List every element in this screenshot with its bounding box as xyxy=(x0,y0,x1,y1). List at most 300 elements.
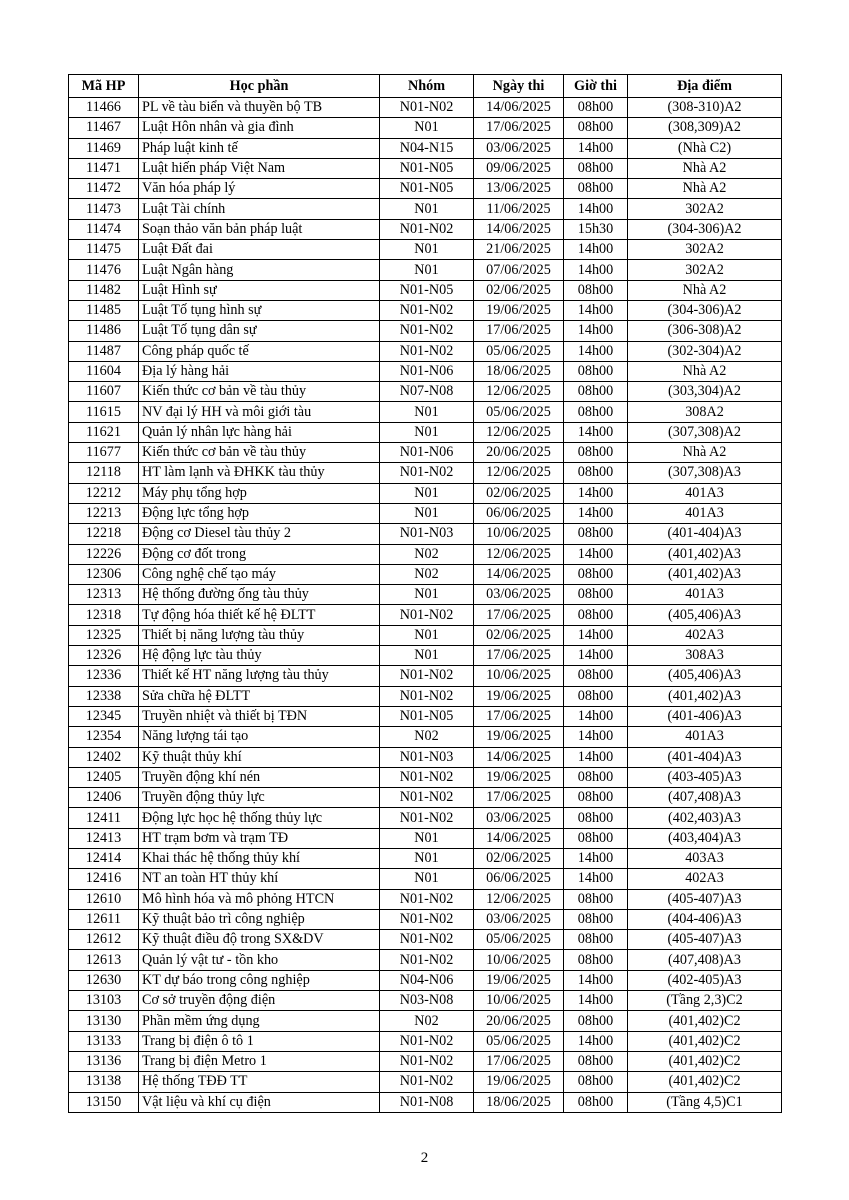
cell-dia-diem: (304-306)A2 xyxy=(628,219,782,239)
cell-ma-hp: 11615 xyxy=(69,402,139,422)
cell-ma-hp: 13150 xyxy=(69,1092,139,1112)
cell-ma-hp: 12212 xyxy=(69,483,139,503)
cell-nhom: N01 xyxy=(380,625,474,645)
cell-nhom: N01 xyxy=(380,402,474,422)
cell-dia-diem: (308-310)A2 xyxy=(628,98,782,118)
cell-nhom: N01-N02 xyxy=(380,788,474,808)
cell-hoc-phan: Hệ thống TĐĐ TT xyxy=(139,1072,380,1092)
cell-nhom: N01-N03 xyxy=(380,747,474,767)
cell-nhom: N01-N02 xyxy=(380,98,474,118)
cell-ma-hp: 13133 xyxy=(69,1031,139,1051)
cell-ngay-thi: 06/06/2025 xyxy=(474,869,564,889)
cell-nhom: N01 xyxy=(380,483,474,503)
cell-nhom: N01 xyxy=(380,828,474,848)
table-row xyxy=(69,828,782,848)
table-row xyxy=(69,1092,782,1112)
cell-nhom: N01-N02 xyxy=(380,605,474,625)
cell-dia-diem: (403,404)A3 xyxy=(628,828,782,848)
cell-dia-diem: Nhà A2 xyxy=(628,179,782,199)
table-row xyxy=(69,585,782,605)
cell-hoc-phan: Mô hình hóa và mô phỏng HTCN xyxy=(139,889,380,909)
cell-ma-hp: 11607 xyxy=(69,382,139,402)
cell-gio-thi: 08h00 xyxy=(564,808,628,828)
table-row xyxy=(69,686,782,706)
cell-hoc-phan: Phần mềm ứng dụng xyxy=(139,1011,380,1031)
cell-dia-diem: (Nhà C2) xyxy=(628,138,782,158)
cell-ma-hp: 11469 xyxy=(69,138,139,158)
cell-dia-diem: (307,308)A2 xyxy=(628,422,782,442)
cell-hoc-phan: Thiết kế HT năng lượng tàu thủy xyxy=(139,666,380,686)
cell-nhom: N01-N02 xyxy=(380,909,474,929)
table-row xyxy=(69,260,782,280)
cell-ngay-thi: 05/06/2025 xyxy=(474,930,564,950)
cell-hoc-phan: HT trạm bơm và trạm TĐ xyxy=(139,828,380,848)
cell-dia-diem: (407,408)A3 xyxy=(628,788,782,808)
cell-dia-diem: (306-308)A2 xyxy=(628,321,782,341)
cell-nhom: N01-N02 xyxy=(380,1031,474,1051)
cell-hoc-phan: Quản lý vật tư - tồn kho xyxy=(139,950,380,970)
cell-gio-thi: 14h00 xyxy=(564,1031,628,1051)
cell-nhom: N07-N08 xyxy=(380,382,474,402)
cell-nhom: N04-N15 xyxy=(380,138,474,158)
cell-dia-diem: (304-306)A2 xyxy=(628,300,782,320)
cell-ngay-thi: 12/06/2025 xyxy=(474,382,564,402)
cell-gio-thi: 08h00 xyxy=(564,909,628,929)
table-row xyxy=(69,767,782,787)
cell-dia-diem: Nhà A2 xyxy=(628,158,782,178)
table-row xyxy=(69,646,782,666)
cell-ngay-thi: 10/06/2025 xyxy=(474,524,564,544)
cell-ma-hp: 12338 xyxy=(69,686,139,706)
cell-ma-hp: 11486 xyxy=(69,321,139,341)
cell-hoc-phan: Công pháp quốc tế xyxy=(139,341,380,361)
cell-hoc-phan: Pháp luật kinh tế xyxy=(139,138,380,158)
cell-ma-hp: 12613 xyxy=(69,950,139,970)
table-row xyxy=(69,98,782,118)
cell-ma-hp: 12611 xyxy=(69,909,139,929)
cell-hoc-phan: Kỹ thuật điều độ trong SX&DV xyxy=(139,930,380,950)
cell-hoc-phan: Tự động hóa thiết kế hệ ĐLTT xyxy=(139,605,380,625)
cell-nhom: N03-N08 xyxy=(380,991,474,1011)
table-row xyxy=(69,889,782,909)
cell-hoc-phan: Truyền động thủy lực xyxy=(139,788,380,808)
table-row xyxy=(69,991,782,1011)
cell-dia-diem: (401-404)A3 xyxy=(628,747,782,767)
table-row xyxy=(69,199,782,219)
table-row xyxy=(69,443,782,463)
cell-dia-diem: (401,402)C2 xyxy=(628,1072,782,1092)
cell-dia-diem: 401A3 xyxy=(628,503,782,523)
cell-dia-diem: 401A3 xyxy=(628,483,782,503)
cell-ma-hp: 12213 xyxy=(69,503,139,523)
cell-hoc-phan: Máy phụ tổng hợp xyxy=(139,483,380,503)
cell-gio-thi: 08h00 xyxy=(564,382,628,402)
table-row xyxy=(69,564,782,584)
table-row xyxy=(69,219,782,239)
cell-nhom: N01 xyxy=(380,199,474,219)
cell-ma-hp: 12325 xyxy=(69,625,139,645)
cell-hoc-phan: Hệ thống đường ống tàu thủy xyxy=(139,585,380,605)
cell-ngay-thi: 03/06/2025 xyxy=(474,138,564,158)
cell-ma-hp: 11474 xyxy=(69,219,139,239)
cell-ngay-thi: 05/06/2025 xyxy=(474,1031,564,1051)
table-row xyxy=(69,808,782,828)
cell-gio-thi: 08h00 xyxy=(564,1011,628,1031)
cell-hoc-phan: NV đại lý HH và môi giới tàu xyxy=(139,402,380,422)
cell-nhom: N01 xyxy=(380,422,474,442)
cell-hoc-phan: Kiến thức cơ bản về tàu thủy xyxy=(139,443,380,463)
cell-hoc-phan: Trang bị điện Metro 1 xyxy=(139,1051,380,1071)
cell-nhom: N01-N05 xyxy=(380,280,474,300)
cell-dia-diem: 401A3 xyxy=(628,585,782,605)
cell-gio-thi: 14h00 xyxy=(564,138,628,158)
cell-ngay-thi: 17/06/2025 xyxy=(474,118,564,138)
cell-gio-thi: 08h00 xyxy=(564,118,628,138)
cell-dia-diem: (401-404)A3 xyxy=(628,524,782,544)
cell-gio-thi: 08h00 xyxy=(564,1092,628,1112)
cell-hoc-phan: Luật Đất đai xyxy=(139,240,380,260)
cell-gio-thi: 14h00 xyxy=(564,625,628,645)
table-row xyxy=(69,179,782,199)
cell-ngay-thi: 07/06/2025 xyxy=(474,260,564,280)
cell-ma-hp: 13138 xyxy=(69,1072,139,1092)
cell-ma-hp: 12405 xyxy=(69,767,139,787)
cell-hoc-phan: Động lực tổng hợp xyxy=(139,503,380,523)
cell-gio-thi: 14h00 xyxy=(564,544,628,564)
cell-hoc-phan: Soạn thảo văn bản pháp luật xyxy=(139,219,380,239)
cell-dia-diem: (Tầng 4,5)C1 xyxy=(628,1092,782,1112)
table-row xyxy=(69,605,782,625)
cell-hoc-phan: Trang bị điện ô tô 1 xyxy=(139,1031,380,1051)
cell-ma-hp: 12313 xyxy=(69,585,139,605)
cell-nhom: N01-N03 xyxy=(380,524,474,544)
cell-ma-hp: 11472 xyxy=(69,179,139,199)
cell-ngay-thi: 17/06/2025 xyxy=(474,788,564,808)
table-row xyxy=(69,280,782,300)
cell-ma-hp: 12306 xyxy=(69,564,139,584)
cell-hoc-phan: Động lực học hệ thống thủy lực xyxy=(139,808,380,828)
table-row xyxy=(69,788,782,808)
table-row xyxy=(69,158,782,178)
cell-nhom: N01-N02 xyxy=(380,808,474,828)
cell-dia-diem: (402,403)A3 xyxy=(628,808,782,828)
cell-ma-hp: 11475 xyxy=(69,240,139,260)
cell-gio-thi: 14h00 xyxy=(564,300,628,320)
cell-hoc-phan: Quản lý nhân lực hàng hải xyxy=(139,422,380,442)
cell-ma-hp: 12318 xyxy=(69,605,139,625)
table-row xyxy=(69,706,782,726)
cell-dia-diem: 403A3 xyxy=(628,848,782,868)
cell-nhom: N01-N02 xyxy=(380,300,474,320)
cell-hoc-phan: Luật Ngân hàng xyxy=(139,260,380,280)
table-row xyxy=(69,138,782,158)
header-ma-hp: Mã HP xyxy=(69,75,139,98)
cell-ngay-thi: 20/06/2025 xyxy=(474,1011,564,1031)
cell-gio-thi: 08h00 xyxy=(564,524,628,544)
table-row xyxy=(69,524,782,544)
cell-hoc-phan: Địa lý hàng hải xyxy=(139,361,380,381)
cell-ma-hp: 11487 xyxy=(69,341,139,361)
cell-ngay-thi: 02/06/2025 xyxy=(474,848,564,868)
cell-dia-diem: 402A3 xyxy=(628,869,782,889)
cell-gio-thi: 14h00 xyxy=(564,848,628,868)
cell-gio-thi: 08h00 xyxy=(564,98,628,118)
cell-dia-diem: (401,402)A3 xyxy=(628,564,782,584)
table-row xyxy=(69,321,782,341)
cell-ma-hp: 11677 xyxy=(69,443,139,463)
cell-nhom: N01-N02 xyxy=(380,889,474,909)
cell-hoc-phan: Luật Tố tụng hình sự xyxy=(139,300,380,320)
cell-nhom: N01-N05 xyxy=(380,706,474,726)
cell-hoc-phan: Cơ sở truyền động điện xyxy=(139,991,380,1011)
table-row xyxy=(69,848,782,868)
table-row xyxy=(69,1031,782,1051)
cell-ma-hp: 12406 xyxy=(69,788,139,808)
cell-ma-hp: 12612 xyxy=(69,930,139,950)
cell-ma-hp: 11473 xyxy=(69,199,139,219)
cell-gio-thi: 08h00 xyxy=(564,666,628,686)
cell-ngay-thi: 02/06/2025 xyxy=(474,280,564,300)
table-row xyxy=(69,503,782,523)
cell-ngay-thi: 10/06/2025 xyxy=(474,950,564,970)
cell-ngay-thi: 10/06/2025 xyxy=(474,666,564,686)
cell-ngay-thi: 12/06/2025 xyxy=(474,463,564,483)
cell-ngay-thi: 17/06/2025 xyxy=(474,321,564,341)
cell-gio-thi: 14h00 xyxy=(564,646,628,666)
cell-gio-thi: 14h00 xyxy=(564,483,628,503)
cell-gio-thi: 08h00 xyxy=(564,463,628,483)
cell-gio-thi: 08h00 xyxy=(564,361,628,381)
page-number: 2 xyxy=(420,1150,429,1166)
cell-ngay-thi: 03/06/2025 xyxy=(474,808,564,828)
cell-dia-diem: (308,309)A2 xyxy=(628,118,782,138)
cell-dia-diem: 302A2 xyxy=(628,240,782,260)
cell-ma-hp: 12630 xyxy=(69,970,139,990)
cell-dia-diem: (401,402)A3 xyxy=(628,686,782,706)
cell-gio-thi: 14h00 xyxy=(564,991,628,1011)
table-row xyxy=(69,483,782,503)
cell-ngay-thi: 19/06/2025 xyxy=(474,970,564,990)
cell-dia-diem: (401,402)C2 xyxy=(628,1031,782,1051)
cell-gio-thi: 08h00 xyxy=(564,828,628,848)
cell-dia-diem: Nhà A2 xyxy=(628,361,782,381)
table-row xyxy=(69,382,782,402)
cell-ngay-thi: 17/06/2025 xyxy=(474,706,564,726)
cell-hoc-phan: Khai thác hệ thống thủy khí xyxy=(139,848,380,868)
cell-hoc-phan: Thiết bị năng lượng tàu thủy xyxy=(139,625,380,645)
cell-nhom: N01-N02 xyxy=(380,1051,474,1071)
cell-nhom: N01-N02 xyxy=(380,219,474,239)
table-row xyxy=(69,300,782,320)
cell-hoc-phan: Kỹ thuật bảo trì công nghiệp xyxy=(139,909,380,929)
cell-ma-hp: 11471 xyxy=(69,158,139,178)
cell-hoc-phan: Sửa chữa hệ ĐLTT xyxy=(139,686,380,706)
cell-ngay-thi: 03/06/2025 xyxy=(474,585,564,605)
table-row xyxy=(69,463,782,483)
cell-dia-diem: (405-407)A3 xyxy=(628,930,782,950)
cell-gio-thi: 08h00 xyxy=(564,585,628,605)
cell-nhom: N01 xyxy=(380,260,474,280)
cell-dia-diem: 308A3 xyxy=(628,646,782,666)
cell-ngay-thi: 09/06/2025 xyxy=(474,158,564,178)
cell-nhom: N01-N05 xyxy=(380,179,474,199)
header-dia-diem: Địa điểm xyxy=(628,75,782,98)
cell-gio-thi: 14h00 xyxy=(564,503,628,523)
cell-ma-hp: 12226 xyxy=(69,544,139,564)
cell-nhom: N01 xyxy=(380,240,474,260)
cell-nhom: N01 xyxy=(380,869,474,889)
cell-gio-thi: 14h00 xyxy=(564,341,628,361)
cell-ngay-thi: 18/06/2025 xyxy=(474,1092,564,1112)
cell-nhom: N01-N02 xyxy=(380,767,474,787)
cell-nhom: N01 xyxy=(380,503,474,523)
cell-dia-diem: 308A2 xyxy=(628,402,782,422)
table-body xyxy=(69,98,782,1113)
cell-ngay-thi: 13/06/2025 xyxy=(474,179,564,199)
cell-dia-diem: (407,408)A3 xyxy=(628,950,782,970)
cell-hoc-phan: Văn hóa pháp lý xyxy=(139,179,380,199)
cell-nhom: N01-N02 xyxy=(380,666,474,686)
cell-gio-thi: 14h00 xyxy=(564,240,628,260)
cell-gio-thi: 08h00 xyxy=(564,280,628,300)
cell-gio-thi: 14h00 xyxy=(564,422,628,442)
table-row xyxy=(69,544,782,564)
cell-nhom: N01-N02 xyxy=(380,321,474,341)
cell-hoc-phan: Động cơ Diesel tàu thủy 2 xyxy=(139,524,380,544)
cell-hoc-phan: Truyền nhiệt và thiết bị TĐN xyxy=(139,706,380,726)
cell-ngay-thi: 14/06/2025 xyxy=(474,564,564,584)
cell-nhom: N01-N06 xyxy=(380,443,474,463)
table-row xyxy=(69,402,782,422)
table-header-row xyxy=(69,75,782,98)
cell-ma-hp: 12411 xyxy=(69,808,139,828)
cell-dia-diem: 402A3 xyxy=(628,625,782,645)
cell-dia-diem: (405,406)A3 xyxy=(628,605,782,625)
cell-hoc-phan: Luật Tố tụng dân sự xyxy=(139,321,380,341)
table-row xyxy=(69,1051,782,1071)
cell-gio-thi: 14h00 xyxy=(564,260,628,280)
cell-ngay-thi: 03/06/2025 xyxy=(474,909,564,929)
table-row xyxy=(69,361,782,381)
cell-gio-thi: 08h00 xyxy=(564,1072,628,1092)
cell-ngay-thi: 12/06/2025 xyxy=(474,889,564,909)
cell-ngay-thi: 20/06/2025 xyxy=(474,443,564,463)
cell-ngay-thi: 18/06/2025 xyxy=(474,361,564,381)
cell-ma-hp: 11482 xyxy=(69,280,139,300)
cell-dia-diem: (401-406)A3 xyxy=(628,706,782,726)
table-row xyxy=(69,909,782,929)
cell-hoc-phan: PL về tàu biển và thuyền bộ TB xyxy=(139,98,380,118)
cell-gio-thi: 14h00 xyxy=(564,869,628,889)
cell-ngay-thi: 17/06/2025 xyxy=(474,1051,564,1071)
cell-nhom: N01-N02 xyxy=(380,686,474,706)
cell-hoc-phan: Hệ động lực tàu thủy xyxy=(139,646,380,666)
cell-dia-diem: (403-405)A3 xyxy=(628,767,782,787)
table-row xyxy=(69,727,782,747)
cell-hoc-phan: Năng lượng tái tạo xyxy=(139,727,380,747)
cell-ma-hp: 13103 xyxy=(69,991,139,1011)
table-row xyxy=(69,970,782,990)
cell-ma-hp: 11467 xyxy=(69,118,139,138)
cell-ma-hp: 12610 xyxy=(69,889,139,909)
cell-ngay-thi: 05/06/2025 xyxy=(474,341,564,361)
cell-dia-diem: (401,402)A3 xyxy=(628,544,782,564)
cell-ma-hp: 12118 xyxy=(69,463,139,483)
cell-dia-diem: 302A2 xyxy=(628,260,782,280)
cell-nhom: N01 xyxy=(380,118,474,138)
cell-ma-hp: 12354 xyxy=(69,727,139,747)
cell-ngay-thi: 17/06/2025 xyxy=(474,605,564,625)
table-row xyxy=(69,950,782,970)
cell-ma-hp: 12218 xyxy=(69,524,139,544)
cell-hoc-phan: Luật hiến pháp Việt Nam xyxy=(139,158,380,178)
table-row xyxy=(69,747,782,767)
cell-ngay-thi: 02/06/2025 xyxy=(474,483,564,503)
header-nhom: Nhóm xyxy=(380,75,474,98)
cell-nhom: N04-N06 xyxy=(380,970,474,990)
cell-gio-thi: 08h00 xyxy=(564,788,628,808)
cell-hoc-phan: Vật liệu và khí cụ điện xyxy=(139,1092,380,1112)
cell-hoc-phan: Động cơ đốt trong xyxy=(139,544,380,564)
cell-ngay-thi: 19/06/2025 xyxy=(474,686,564,706)
cell-ma-hp: 11485 xyxy=(69,300,139,320)
header-hoc-phan: Học phần xyxy=(139,75,380,98)
cell-hoc-phan: Kỹ thuật thủy khí xyxy=(139,747,380,767)
cell-ngay-thi: 10/06/2025 xyxy=(474,991,564,1011)
cell-nhom: N01-N05 xyxy=(380,158,474,178)
cell-gio-thi: 15h30 xyxy=(564,219,628,239)
cell-hoc-phan: Luật Tài chính xyxy=(139,199,380,219)
cell-hoc-phan: Luật Hình sự xyxy=(139,280,380,300)
cell-ma-hp: 12413 xyxy=(69,828,139,848)
cell-ngay-thi: 12/06/2025 xyxy=(474,422,564,442)
cell-dia-diem: Nhà A2 xyxy=(628,443,782,463)
cell-gio-thi: 08h00 xyxy=(564,564,628,584)
cell-nhom: N02 xyxy=(380,544,474,564)
cell-ngay-thi: 06/06/2025 xyxy=(474,503,564,523)
cell-ma-hp: 12345 xyxy=(69,706,139,726)
table-row xyxy=(69,666,782,686)
cell-gio-thi: 14h00 xyxy=(564,747,628,767)
cell-dia-diem: (405,406)A3 xyxy=(628,666,782,686)
cell-nhom: N02 xyxy=(380,727,474,747)
table-row xyxy=(69,118,782,138)
cell-gio-thi: 14h00 xyxy=(564,727,628,747)
cell-ma-hp: 13130 xyxy=(69,1011,139,1031)
cell-gio-thi: 08h00 xyxy=(564,179,628,199)
cell-dia-diem: (401,402)C2 xyxy=(628,1011,782,1031)
cell-nhom: N01 xyxy=(380,646,474,666)
cell-nhom: N01 xyxy=(380,585,474,605)
cell-ma-hp: 13136 xyxy=(69,1051,139,1071)
cell-ngay-thi: 14/06/2025 xyxy=(474,219,564,239)
header-gio-thi: Giờ thi xyxy=(564,75,628,98)
cell-ma-hp: 11621 xyxy=(69,422,139,442)
cell-ma-hp: 12414 xyxy=(69,848,139,868)
cell-ngay-thi: 14/06/2025 xyxy=(474,828,564,848)
table-row xyxy=(69,869,782,889)
cell-ma-hp: 11466 xyxy=(69,98,139,118)
cell-hoc-phan: Luật Hôn nhân và gia đình xyxy=(139,118,380,138)
cell-hoc-phan: HT làm lạnh và ĐHKK tàu thủy xyxy=(139,463,380,483)
cell-hoc-phan: Công nghệ chế tạo máy xyxy=(139,564,380,584)
table-row xyxy=(69,1072,782,1092)
table-row xyxy=(69,930,782,950)
cell-gio-thi: 08h00 xyxy=(564,1051,628,1071)
cell-dia-diem: 401A3 xyxy=(628,727,782,747)
cell-gio-thi: 08h00 xyxy=(564,930,628,950)
cell-ma-hp: 12336 xyxy=(69,666,139,686)
